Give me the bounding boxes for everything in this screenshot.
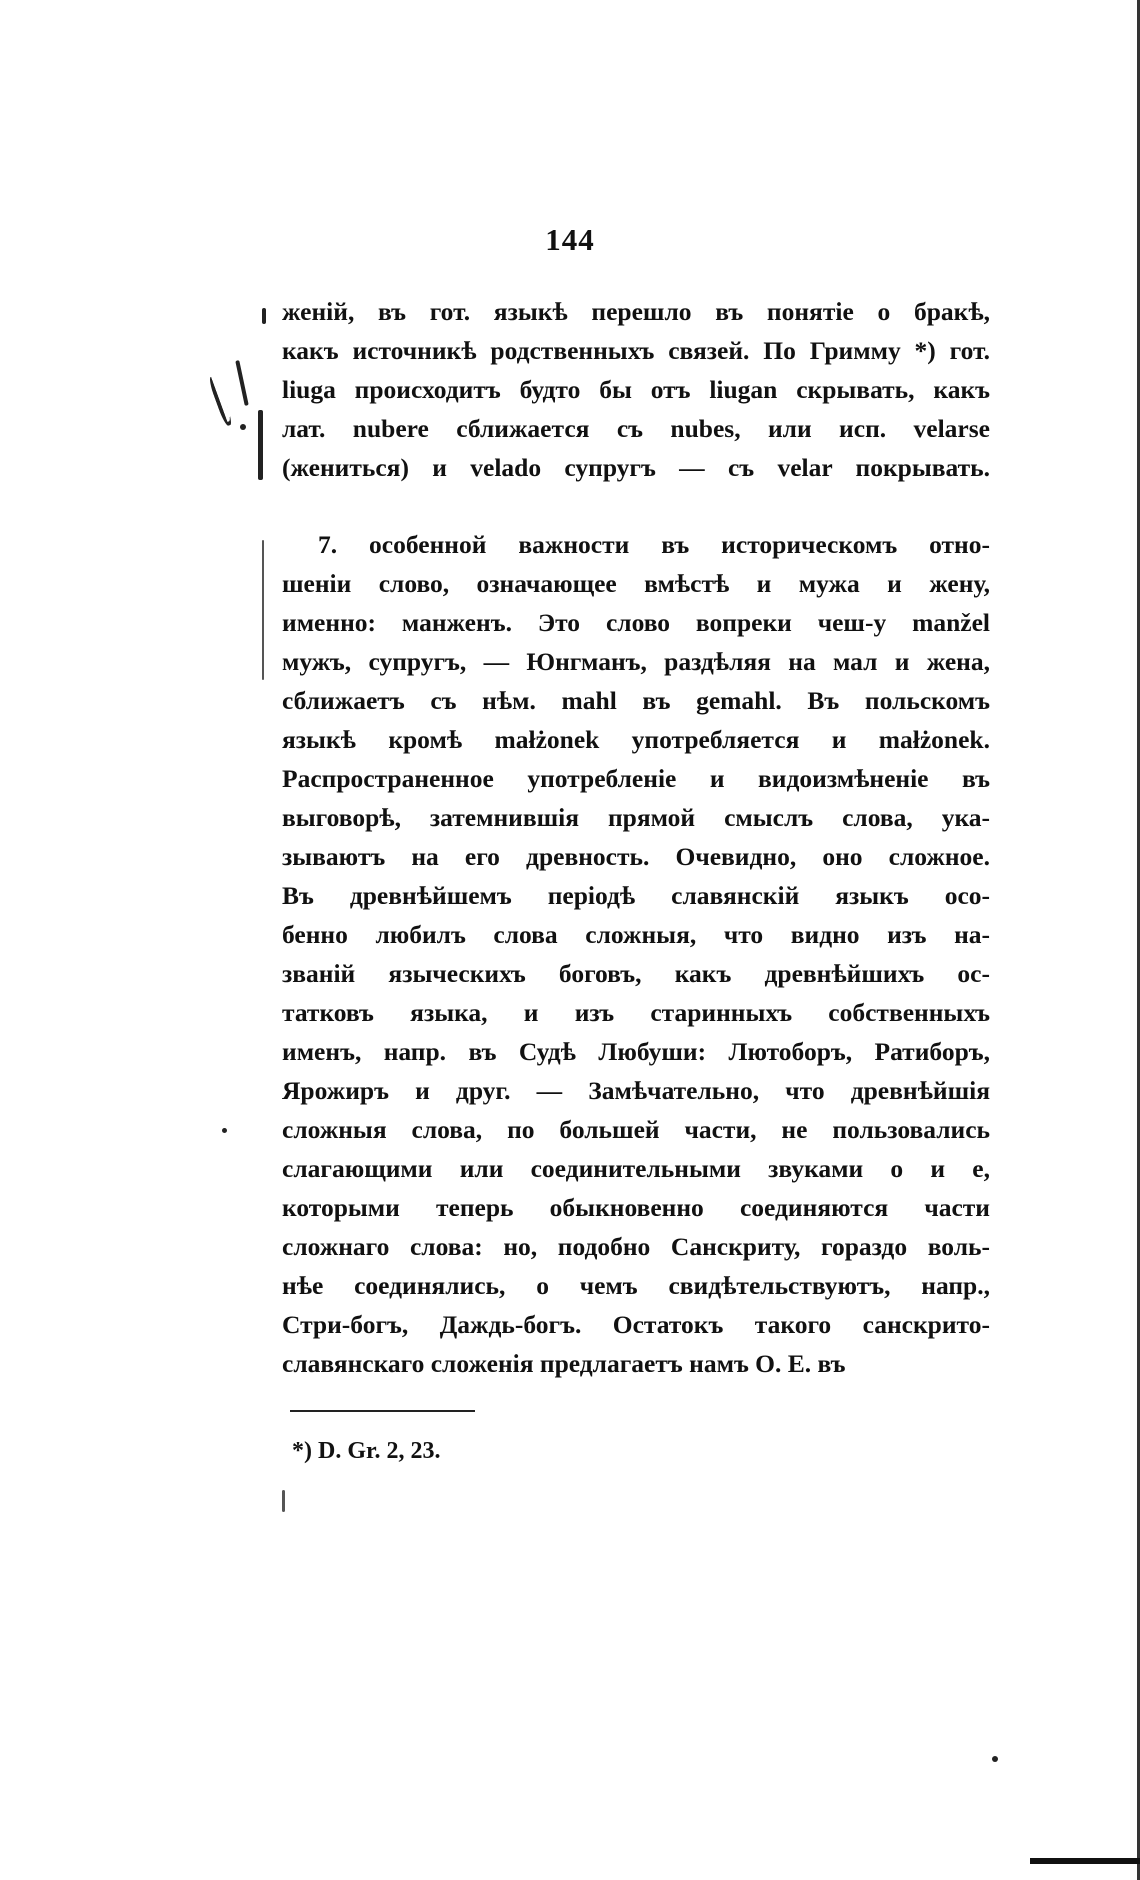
margin-mark [258, 410, 263, 480]
page-number: 144 [545, 222, 595, 257]
text-line: выговорѣ, затемнившія прямой смыслъ слова, ука- [282, 803, 990, 832]
text-line: liuga происходитъ будто бы отъ liugan скрывать, какъ [282, 375, 990, 404]
text-line: лат. nubere сближается съ nubes, или исп. velarse [282, 414, 990, 443]
text-line: званій языческихъ боговъ, какъ древнѣйшихъ ос- [282, 959, 990, 988]
footnote: *) D. Gr. 2, 23. [292, 1438, 441, 1464]
margin-mark [992, 1756, 998, 1762]
text-line: нѣе соединялись, о чемъ свидѣтельствуютъ, напр., [282, 1271, 990, 1300]
corner-rule [1030, 1858, 1140, 1864]
text-line: сближаетъ съ нѣм. mahl въ gemahl. Въ польскомъ [282, 686, 990, 715]
text-line: 7. особенной важности въ историческомъ отно- [318, 530, 990, 559]
text-line: мужъ, супругъ, — Юнгманъ, раздѣляя на мал и жена, [282, 647, 990, 676]
margin-mark [222, 1128, 227, 1133]
paragraph-1 [282, 292, 990, 487]
text-line: бенно любилъ слова сложныя, что видно изъ на- [282, 920, 990, 949]
margin-mark [207, 375, 233, 427]
text-line: славянскаго сложенія предлагаетъ намъ О. Е. въ [282, 1349, 846, 1378]
text-line: именъ, напр. въ Судѣ Любуши: Лютоборъ, Ратиборъ, [282, 1037, 990, 1066]
text-line: зываютъ на его древность. Очевидно, оно сложное. [282, 842, 990, 871]
margin-mark [262, 308, 266, 324]
margin-mark [262, 540, 264, 680]
footnote-divider [290, 1410, 475, 1412]
text-line: слагающими или соединительными звуками о и е, [282, 1154, 990, 1183]
text-line: языкѣ кромѣ małżonek употребляется и małżonek. [282, 725, 990, 754]
text-line: женій, въ гот. языкѣ перешло въ понятіе о бракѣ, [282, 297, 990, 326]
text-line: какъ источникѣ родственныхъ связей. По Гримму *) гот. [282, 336, 990, 365]
paragraph-2 [282, 525, 990, 1383]
text-line: Стри-богъ, Даждь-богъ. Остатокъ такого санскрито- [282, 1310, 990, 1339]
text-line: именно: манженъ. Это слово вопреки чеш-у manžel [282, 608, 990, 637]
text-line: шеніи слово, означающее вмѣстѣ и мужа и жену, [282, 569, 990, 598]
text-line: сложнаго слова: но, подобно Санскриту, гораздо воль- [282, 1232, 990, 1261]
text-line: Ярожиръ и друг. — Замѣчательно, что древнѣйшія [282, 1076, 990, 1105]
margin-mark [235, 360, 248, 406]
text-line: Въ древнѣйшемъ періодѣ славянскій языкъ осо- [282, 881, 990, 910]
margin-mark [240, 424, 246, 430]
text-line: сложныя слова, по большей части, не пользовались [282, 1115, 990, 1144]
text-line: (жениться) и velado супругъ — съ velar покрывать. [282, 453, 990, 482]
text-line: которыми теперь обыкновенно соединяются части [282, 1193, 990, 1222]
margin-mark [282, 1490, 285, 1512]
text-line: Распространенное употребленіе и видоизмѣненіе въ [282, 764, 990, 793]
text-line: татковъ языка, и изъ старинныхъ собственныхъ [282, 998, 990, 1027]
